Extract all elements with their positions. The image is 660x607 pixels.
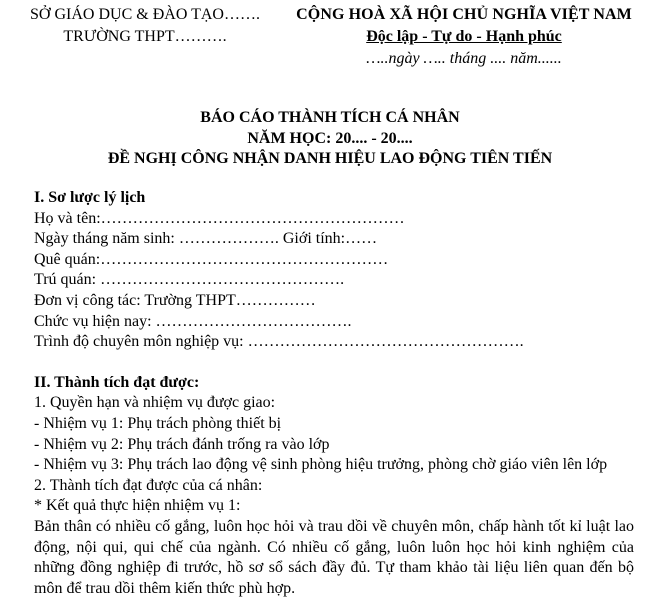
department-name: SỞ GIÁO DỤC & ĐÀO TẠO…….: [30, 6, 260, 23]
field-work-unit: Đơn vị công tác: Trường THPT……………: [34, 291, 316, 309]
report-body: [34, 188, 638, 599]
duty-1: - Nhiệm vụ 1: Phụ trách phòng thiết bị: [34, 414, 282, 432]
duty-1-result-paragraph: Bản thân có nhiều cố gắng, luôn học hỏi và trau dồi về chuyên môn, chấp hành tốt kỉ luật lao động, nội qui, qui chế của ngành. Có nhiều cố gắng, luôn luôn học hỏi kinh nghiệm của những đồng nghiệp đi trước, hồ sơ sổ sách đầy đủ. Tự tham khảo tài liệu liên quan đến bộ môn để trau dồi thêm kiến thức phù hợp.: [34, 517, 638, 597]
title-line-3: ĐỀ NGHỊ CÔNG NHẬN DANH HIỆU LAO ĐỘNG TIÊN TIẾN: [107, 150, 553, 167]
header-right: [268, 4, 660, 70]
field-full-name: Họ và tên:…………………………………………………: [34, 209, 405, 227]
title-line-2: NĂM HỌC: 20.... - 20....: [247, 129, 413, 147]
section-2-heading: II. Thành tích đạt được:: [34, 373, 200, 391]
date-line: …..ngày ….. tháng .... năm......: [366, 50, 562, 67]
field-birth-gender: Ngày tháng năm sinh: ………………. Giới tính:……: [34, 230, 378, 248]
school-name: TRƯỜNG THPT……….: [63, 28, 227, 45]
section-1-heading: I. Sơ lược lý lịch: [34, 189, 146, 206]
section-spacer: [34, 353, 634, 373]
duty-1-result-heading: * Kết quả thực hiện nhiệm vụ 1:: [34, 497, 241, 515]
header-left: [0, 4, 290, 48]
field-qualification: Trình độ chuyên môn nghiệp vụ: …………………………………………….: [34, 333, 524, 351]
field-position: Chức vụ hiện nay: ……………………………….: [34, 312, 352, 330]
field-hometown: Quê quán:………………………………………………: [34, 250, 389, 268]
report-title: [0, 108, 660, 170]
duty-3: - Nhiệm vụ 3: Phụ trách lao động vệ sinh phòng hiệu trưởng, phòng chờ giáo viên lên lớp: [34, 456, 608, 474]
field-residence: Trú quán: ……………………………………….: [34, 271, 345, 289]
duties-heading: 1. Quyền hạn và nhiệm vụ được giao:: [34, 394, 276, 412]
nation-name: CỘNG HOÀ XÃ HỘI CHỦ NGHĨA VIỆT NAM: [296, 6, 632, 23]
title-line-1: BÁO CÁO THÀNH TÍCH CÁ NHÂN: [200, 109, 460, 126]
duty-2: - Nhiệm vụ 2: Phụ trách đánh trống ra vào lớp: [34, 435, 330, 453]
achievements-heading: 2. Thành tích đạt được của cá nhân:: [34, 476, 263, 494]
national-motto: Độc lập - Tự do - Hạnh phúc: [366, 28, 562, 45]
